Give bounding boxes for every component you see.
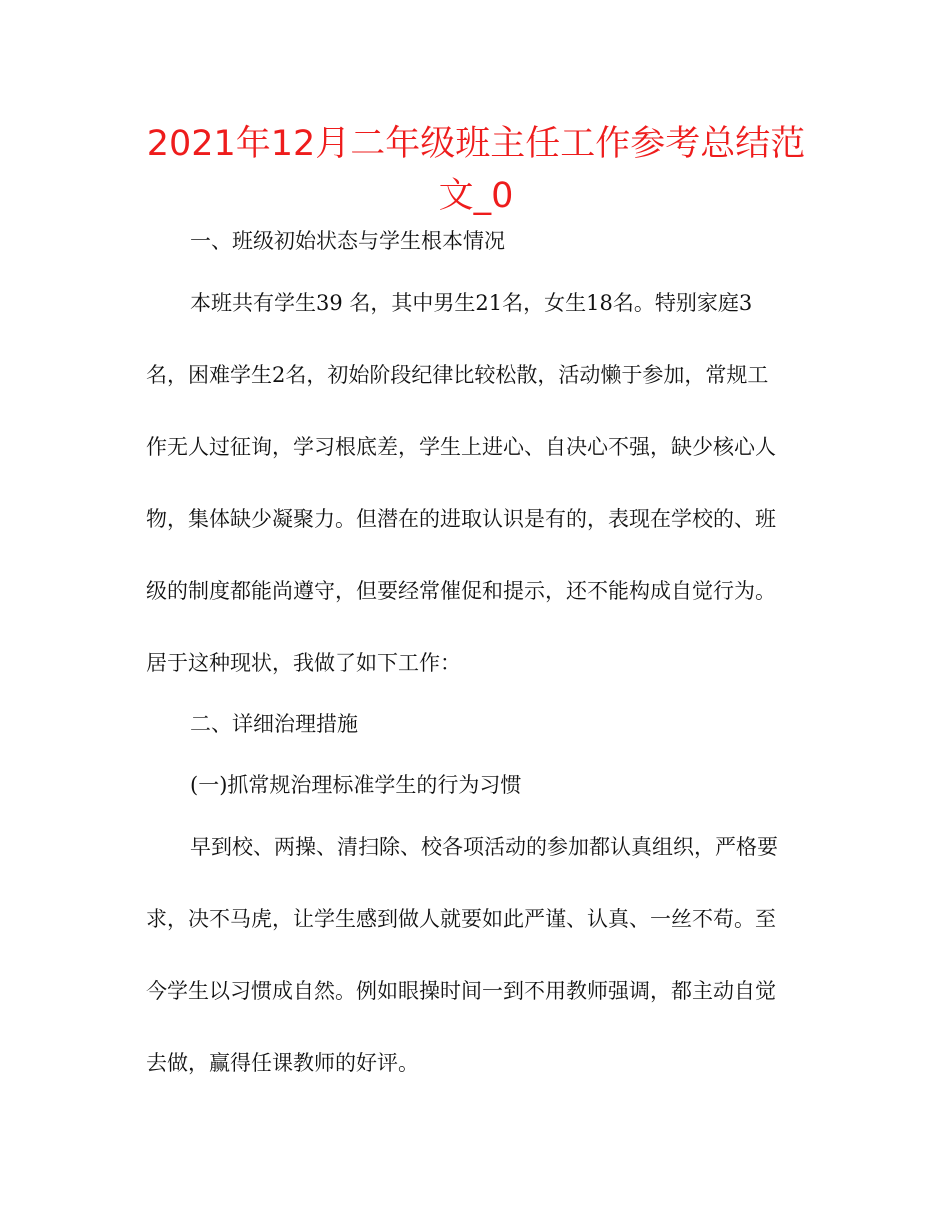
paragraph-line: 今学生以习惯成自然。例如眼操时间一到不用教师强调，都主动自觉: [146, 979, 776, 1003]
paragraph-line: 早到校、两操、清扫除、校各项活动的参加都认真组织，严格要: [190, 835, 778, 859]
paragraph-line: 作无人过征询，学习根底差，学生上进心、自决心不强，缺少核心人: [146, 435, 776, 459]
paragraph-line: 名，困难学生2名，初始阶段纪律比较松散，活动懒于参加，常规工: [146, 363, 769, 387]
paragraph-line: 居于这种现状，我做了如下工作：: [146, 651, 461, 675]
paragraph-line: 级的制度都能尚遵守，但要经常催促和提示，还不能构成自觉行为。: [146, 579, 776, 603]
page-title: 2021年12月二年级班主任工作参考总结范文_0: [146, 124, 806, 216]
paragraph-line: 去做，赢得任课教师的好评。: [146, 1051, 419, 1075]
paragraph-line: 求，决不马虎，让学生感到做人就要如此严谨、认真、一丝不苟。至: [146, 907, 776, 931]
subsection-heading: (一)抓常规治理标准学生的行为习惯: [190, 773, 522, 797]
paragraph-line: 本班共有学生39 名，其中男生21名，女生18名。特别家庭3: [190, 291, 753, 315]
section-heading-1: 一、班级初始状态与学生根本情况: [190, 229, 505, 253]
section-heading-2: 二、详细治理措施: [190, 712, 358, 736]
paragraph-line: 物，集体缺少凝聚力。但潜在的进取认识是有的，表现在学校的、班: [146, 507, 776, 531]
